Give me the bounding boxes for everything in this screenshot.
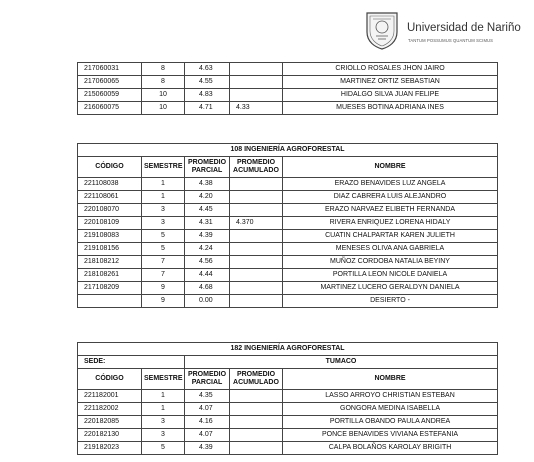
cell-semestre: 10 xyxy=(142,89,185,102)
table-row xyxy=(78,89,498,102)
cell-nombre: LASSO ARROYO CHRISTIAN ESTEBAN xyxy=(283,390,498,403)
table-row xyxy=(78,63,498,76)
cell-semestre: 3 xyxy=(142,429,185,442)
cell-promedio-acumulado xyxy=(230,403,283,416)
cell-codigo: 221182001 xyxy=(78,390,142,403)
cell-codigo: 220182130 xyxy=(78,429,142,442)
cell-codigo: 216060075 xyxy=(78,102,142,115)
cell-nombre: MENESES OLIVA ANA GABRIELA xyxy=(283,243,498,256)
table-row xyxy=(78,217,498,230)
cell-promedio-parcial: 4.16 xyxy=(185,416,230,429)
cell-semestre: 3 xyxy=(142,416,185,429)
cell-codigo: 221108061 xyxy=(78,191,142,204)
cell-semestre: 9 xyxy=(142,295,185,308)
cell-promedio-parcial: 4.63 xyxy=(185,63,230,76)
cell-codigo: 219108083 xyxy=(78,230,142,243)
cell-nombre: CUATIN CHALPARTAR KAREN JULIETH xyxy=(283,230,498,243)
cell-promedio-acumulado xyxy=(230,204,283,217)
cell-promedio-parcial: 4.38 xyxy=(185,178,230,191)
cell-codigo: 221108038 xyxy=(78,178,142,191)
cell-semestre: 8 xyxy=(142,63,185,76)
cell-promedio-parcial: 4.31 xyxy=(185,217,230,230)
cell-nombre: RIVERA ENRIQUEZ LORENA HIDALY xyxy=(283,217,498,230)
column-header-promedio-parcial: PROMEDIO PARCIAL xyxy=(185,157,230,178)
cell-promedio-parcial: 4.44 xyxy=(185,269,230,282)
cell-promedio-acumulado: 4.370 xyxy=(230,217,283,230)
cell-codigo: 220108070 xyxy=(78,204,142,217)
cell-promedio-parcial: 4.83 xyxy=(185,89,230,102)
cell-promedio-parcial: 4.35 xyxy=(185,390,230,403)
cell-semestre: 1 xyxy=(142,390,185,403)
cell-promedio-acumulado xyxy=(230,243,283,256)
cell-promedio-parcial: 4.55 xyxy=(185,76,230,89)
cell-promedio-acumulado xyxy=(230,76,283,89)
agroforestal-182-table xyxy=(77,342,498,455)
top-results-table xyxy=(77,62,498,115)
cell-semestre: 5 xyxy=(142,442,185,455)
cell-codigo: 221182002 xyxy=(78,403,142,416)
table-row xyxy=(78,191,498,204)
cell-nombre: PORTILLA LEON NICOLE DANIELA xyxy=(283,269,498,282)
cell-semestre: 3 xyxy=(142,204,185,217)
cell-promedio-acumulado xyxy=(230,429,283,442)
cell-promedio-acumulado xyxy=(230,282,283,295)
cell-nombre: CALPA BOLAÑOS KAROLAY BRIGITH xyxy=(283,442,498,455)
cell-promedio-parcial: 4.39 xyxy=(185,442,230,455)
column-header-semestre: SEMESTRE xyxy=(142,157,185,178)
table-row xyxy=(78,256,498,269)
sede-value: TUMACO xyxy=(185,356,498,369)
cell-promedio-parcial: 0.00 xyxy=(185,295,230,308)
cell-codigo: 219182023 xyxy=(78,442,142,455)
cell-promedio-acumulado xyxy=(230,295,283,308)
section-title: 182 INGENIERÍA AGROFORESTAL xyxy=(78,343,498,356)
table-row xyxy=(78,429,498,442)
table-row xyxy=(78,416,498,429)
university-motto: TANTUM POSSUMUS QUANTUM SCIMUS xyxy=(408,38,494,43)
table-row xyxy=(78,76,498,89)
table-row xyxy=(78,442,498,455)
cell-promedio-acumulado xyxy=(230,256,283,269)
cell-codigo: 218108261 xyxy=(78,269,142,282)
cell-nombre: MUÑOZ CORDOBA NATALIA BEYINY xyxy=(283,256,498,269)
table-row xyxy=(78,269,498,282)
table-row xyxy=(78,102,498,115)
cell-semestre: 10 xyxy=(142,102,185,115)
column-header-promedio-acumulado: PROMEDIO ACUMULADO xyxy=(230,369,283,390)
table-row xyxy=(78,390,498,403)
cell-semestre: 5 xyxy=(142,230,185,243)
column-header-semestre: SEMESTRE xyxy=(142,369,185,390)
cell-nombre: ERAZO NARVAEZ ELIBETH FERNANDA xyxy=(283,204,498,217)
cell-semestre: 3 xyxy=(142,217,185,230)
cell-semestre: 5 xyxy=(142,243,185,256)
cell-semestre: 7 xyxy=(142,256,185,269)
cell-semestre: 1 xyxy=(142,178,185,191)
cell-promedio-acumulado xyxy=(230,178,283,191)
cell-promedio-parcial: 4.20 xyxy=(185,191,230,204)
cell-promedio-acumulado xyxy=(230,442,283,455)
table-row xyxy=(78,204,498,217)
cell-codigo: 217108209 xyxy=(78,282,142,295)
column-header-promedio-parcial: PROMEDIO PARCIAL xyxy=(185,369,230,390)
cell-codigo: 219108156 xyxy=(78,243,142,256)
university-seal-icon xyxy=(363,10,401,50)
table-row xyxy=(78,282,498,295)
cell-promedio-parcial: 4.45 xyxy=(185,204,230,217)
cell-promedio-parcial: 4.07 xyxy=(185,429,230,442)
cell-semestre: 7 xyxy=(142,269,185,282)
cell-semestre: 1 xyxy=(142,403,185,416)
cell-nombre: MARTINEZ ORTIZ SEBASTIAN xyxy=(283,76,498,89)
cell-nombre: MUESES BOTINA ADRIANA INES xyxy=(283,102,498,115)
cell-nombre: PORTILLA OBANDO PAULA ANDREA xyxy=(283,416,498,429)
cell-promedio-acumulado xyxy=(230,416,283,429)
cell-promedio-parcial: 4.68 xyxy=(185,282,230,295)
cell-promedio-acumulado xyxy=(230,63,283,76)
cell-semestre: 8 xyxy=(142,76,185,89)
cell-promedio-parcial: 4.07 xyxy=(185,403,230,416)
sede-label: SEDE: xyxy=(78,356,185,369)
cell-codigo: 220182085 xyxy=(78,416,142,429)
column-header-promedio-acumulado: PROMEDIO ACUMULADO xyxy=(230,157,283,178)
table-row xyxy=(78,403,498,416)
cell-nombre: MARTINEZ LUCERO GERALDYN DANIELA xyxy=(283,282,498,295)
section-title: 108 INGENIERÍA AGROFORESTAL xyxy=(78,144,498,157)
cell-promedio-acumulado xyxy=(230,191,283,204)
cell-codigo xyxy=(78,295,142,308)
cell-promedio-acumulado xyxy=(230,230,283,243)
cell-codigo: 217060065 xyxy=(78,76,142,89)
cell-nombre: GONGORA MEDINA ISABELLA xyxy=(283,403,498,416)
column-header-nombre: NOMBRE xyxy=(283,369,498,390)
cell-codigo: 215060059 xyxy=(78,89,142,102)
cell-nombre: DESIERTO - xyxy=(283,295,498,308)
cell-promedio-parcial: 4.56 xyxy=(185,256,230,269)
column-header-codigo: CÓDIGO xyxy=(78,157,142,178)
table-row xyxy=(78,295,498,308)
cell-promedio-parcial: 4.24 xyxy=(185,243,230,256)
cell-promedio-parcial: 4.39 xyxy=(185,230,230,243)
university-logo xyxy=(363,10,534,56)
column-header-nombre: NOMBRE xyxy=(283,157,498,178)
agroforestal-108-table xyxy=(77,143,498,308)
cell-codigo: 218108212 xyxy=(78,256,142,269)
cell-promedio-acumulado xyxy=(230,269,283,282)
cell-codigo: 220108109 xyxy=(78,217,142,230)
cell-promedio-acumulado: 4.33 xyxy=(230,102,283,115)
table-row xyxy=(78,178,498,191)
cell-codigo: 217060031 xyxy=(78,63,142,76)
cell-nombre: CRIOLLO ROSALES JHON JAIRO xyxy=(283,63,498,76)
university-name: Universidad de Nariño xyxy=(407,22,521,34)
cell-nombre: PONCE BENAVIDES VIVIANA ESTEFANIA xyxy=(283,429,498,442)
table-row xyxy=(78,230,498,243)
cell-promedio-parcial: 4.71 xyxy=(185,102,230,115)
table-row xyxy=(78,243,498,256)
cell-nombre: DIAZ CABRERA LUIS ALEJANDRO xyxy=(283,191,498,204)
cell-semestre: 1 xyxy=(142,191,185,204)
cell-nombre: ERAZO BENAVIDES LUZ ANGELA xyxy=(283,178,498,191)
cell-promedio-acumulado xyxy=(230,89,283,102)
cell-nombre: HIDALGO SILVA JUAN FELIPE xyxy=(283,89,498,102)
cell-semestre: 9 xyxy=(142,282,185,295)
cell-promedio-acumulado xyxy=(230,390,283,403)
column-header-codigo: CÓDIGO xyxy=(78,369,142,390)
